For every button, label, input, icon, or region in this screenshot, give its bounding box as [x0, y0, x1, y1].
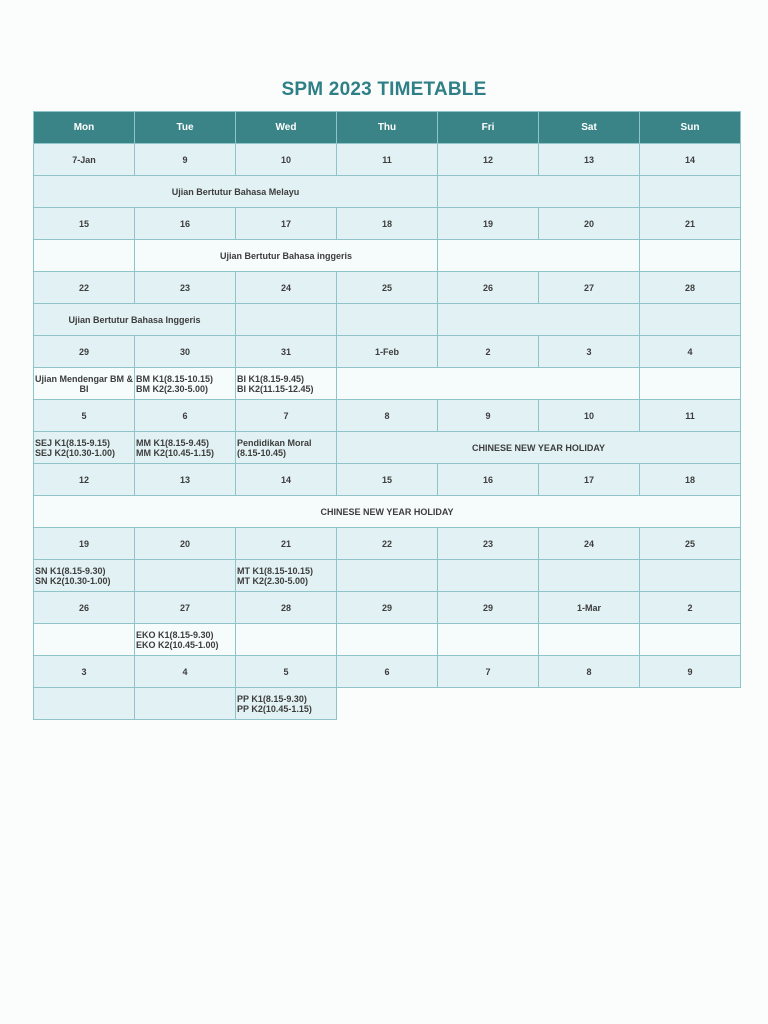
date-cell: 30 — [135, 336, 236, 368]
date-cell: 12 — [34, 464, 135, 496]
event-cell — [438, 304, 640, 336]
event-text: CHINESE NEW YEAR HOLIDAY — [320, 506, 454, 517]
date-cell: 7-Jan — [34, 144, 135, 176]
date-cell: 20 — [539, 208, 640, 240]
date-cell: 19 — [438, 208, 539, 240]
date-cell: 17 — [539, 464, 640, 496]
page-title: SPM 2023 TIMETABLE — [281, 79, 487, 100]
event-cell — [640, 560, 741, 592]
date-cell: 16 — [135, 208, 236, 240]
event-cell — [337, 432, 741, 464]
event-cell — [236, 432, 337, 464]
event-text: Ujian Mendengar BM & — [35, 373, 134, 384]
date-cell: 20 — [135, 528, 236, 560]
date-cell: 13 — [539, 144, 640, 176]
event-cell — [135, 688, 236, 720]
event-cell — [438, 240, 640, 272]
day-header: Sun — [640, 112, 741, 144]
event-text: Ujian Bertutur Bahasa inggeris — [219, 250, 353, 261]
date-cell: 26 — [438, 272, 539, 304]
event-cell — [34, 240, 135, 272]
date-cell: 7 — [236, 400, 337, 432]
event-row — [34, 240, 741, 272]
date-cell: 16 — [438, 464, 539, 496]
event-cell — [337, 560, 438, 592]
event-cell — [135, 624, 236, 656]
date-cell: 11 — [640, 400, 741, 432]
date-row — [34, 592, 741, 624]
date-cell: 18 — [640, 464, 741, 496]
event-text: EKO K2(10.45-1.00) — [136, 639, 219, 650]
event-cell — [34, 496, 741, 528]
date-cell: 15 — [337, 464, 438, 496]
day-header: Tue — [135, 112, 236, 144]
date-cell: 1-Feb — [337, 336, 438, 368]
event-text: SEJ K2(10.30-1.00) — [35, 447, 116, 458]
date-cell: 14 — [640, 144, 741, 176]
date-cell: 29 — [438, 592, 539, 624]
day-header: Fri — [438, 112, 539, 144]
date-cell: 29 — [34, 336, 135, 368]
event-text: MM K2(10.45-1.15) — [136, 447, 215, 458]
date-cell: 19 — [34, 528, 135, 560]
date-cell: 27 — [135, 592, 236, 624]
event-cell — [640, 624, 741, 656]
day-header: Sat — [539, 112, 640, 144]
event-cell — [438, 176, 640, 208]
event-text: CHINESE NEW YEAR HOLIDAY — [471, 442, 606, 453]
event-cell — [34, 368, 135, 400]
event-text: Ujian Bertutur Bahasa Melayu — [171, 186, 300, 197]
event-cell — [640, 368, 741, 400]
date-cell: 5 — [236, 656, 337, 688]
event-cell — [236, 560, 337, 592]
date-cell: 8 — [539, 656, 640, 688]
day-header: Thu — [337, 112, 438, 144]
date-cell: 31 — [236, 336, 337, 368]
date-row — [34, 144, 741, 176]
event-cell — [438, 624, 539, 656]
date-cell: 15 — [34, 208, 135, 240]
date-cell: 10 — [539, 400, 640, 432]
date-cell: 21 — [236, 528, 337, 560]
event-row — [34, 176, 741, 208]
event-text: BI K2(11.15-12.45) — [237, 383, 314, 394]
event-text: MM K1(8.15-9.45) — [136, 437, 210, 448]
event-cell — [135, 432, 236, 464]
event-cell — [135, 368, 236, 400]
date-cell: 3 — [539, 336, 640, 368]
event-row — [34, 368, 741, 400]
timetable — [33, 111, 741, 720]
date-cell: 6 — [337, 656, 438, 688]
event-cell — [337, 368, 640, 400]
date-cell: 9 — [438, 400, 539, 432]
event-cell — [337, 304, 438, 336]
date-cell: 18 — [337, 208, 438, 240]
date-cell: 27 — [539, 272, 640, 304]
date-cell: 13 — [135, 464, 236, 496]
event-row — [34, 496, 741, 528]
event-row — [34, 688, 741, 720]
date-cell: 28 — [640, 272, 741, 304]
date-cell: 14 — [236, 464, 337, 496]
date-cell: 25 — [337, 272, 438, 304]
event-cell — [34, 304, 236, 336]
event-cell — [135, 240, 438, 272]
date-row — [34, 400, 741, 432]
event-text: MT K2(2.30-5.00) — [237, 575, 309, 586]
date-cell: 25 — [640, 528, 741, 560]
day-header: Wed — [236, 112, 337, 144]
date-cell: 9 — [640, 656, 741, 688]
event-cell — [539, 624, 640, 656]
date-cell: 3 — [34, 656, 135, 688]
date-cell: 29 — [337, 592, 438, 624]
date-cell: 12 — [438, 144, 539, 176]
event-text: PP K1(8.15-9.30) — [237, 693, 307, 704]
date-row — [34, 528, 741, 560]
date-cell: 24 — [236, 272, 337, 304]
event-text: SN K1(8.15-9.30) — [35, 565, 106, 576]
date-cell: 26 — [34, 592, 135, 624]
header-row — [34, 112, 741, 144]
date-cell: 2 — [438, 336, 539, 368]
date-row — [34, 272, 741, 304]
event-cell — [34, 560, 135, 592]
event-row — [34, 624, 741, 656]
event-cell — [135, 560, 236, 592]
date-cell: 23 — [438, 528, 539, 560]
event-text: MT K1(8.15-10.15) — [237, 565, 314, 576]
date-cell: 11 — [337, 144, 438, 176]
date-row — [34, 208, 741, 240]
date-cell: 24 — [539, 528, 640, 560]
event-text: BI K1(8.15-9.45) — [237, 373, 305, 384]
date-cell: 5 — [34, 400, 135, 432]
date-cell: 10 — [236, 144, 337, 176]
date-cell: 28 — [236, 592, 337, 624]
event-cell — [236, 304, 337, 336]
event-cell — [34, 624, 135, 656]
event-cell — [640, 240, 741, 272]
event-row — [34, 432, 741, 464]
date-row — [34, 336, 741, 368]
date-row — [34, 464, 741, 496]
event-text: SN K2(10.30-1.00) — [35, 575, 111, 586]
date-cell: 23 — [135, 272, 236, 304]
day-header: Mon — [34, 112, 135, 144]
empty-area — [337, 688, 741, 720]
date-cell: 22 — [337, 528, 438, 560]
event-cell — [34, 688, 135, 720]
event-text: PP K2(10.45-1.15) — [237, 703, 312, 714]
date-cell: 17 — [236, 208, 337, 240]
date-cell: 4 — [135, 656, 236, 688]
date-cell: 22 — [34, 272, 135, 304]
event-text: Ujian Bertutur Bahasa Inggeris — [68, 314, 201, 325]
date-cell: 2 — [640, 592, 741, 624]
event-text: BM K2(2.30-5.00) — [136, 383, 209, 394]
event-cell — [438, 560, 539, 592]
event-cell — [640, 176, 741, 208]
event-cell — [539, 560, 640, 592]
timetable-body — [34, 144, 741, 720]
event-text: BM K1(8.15-10.15) — [136, 373, 214, 384]
event-cell — [236, 688, 337, 720]
event-text: Pendidikan Moral — [237, 437, 312, 448]
date-row — [34, 656, 741, 688]
event-row — [34, 560, 741, 592]
date-cell: 6 — [135, 400, 236, 432]
event-text: EKO K1(8.15-9.30) — [136, 629, 214, 640]
event-text: (8.15-10.45) — [237, 447, 287, 458]
event-cell — [34, 176, 438, 208]
event-cell — [236, 624, 337, 656]
date-cell: 9 — [135, 144, 236, 176]
date-cell: 7 — [438, 656, 539, 688]
event-cell — [640, 304, 741, 336]
event-cell — [236, 368, 337, 400]
event-row — [34, 304, 741, 336]
event-cell — [337, 624, 438, 656]
event-text: BI — [79, 383, 89, 394]
date-cell: 21 — [640, 208, 741, 240]
date-cell: 1-Mar — [539, 592, 640, 624]
event-text: SEJ K1(8.15-9.15) — [35, 437, 111, 448]
event-cell — [34, 432, 135, 464]
date-cell: 8 — [337, 400, 438, 432]
date-cell: 4 — [640, 336, 741, 368]
